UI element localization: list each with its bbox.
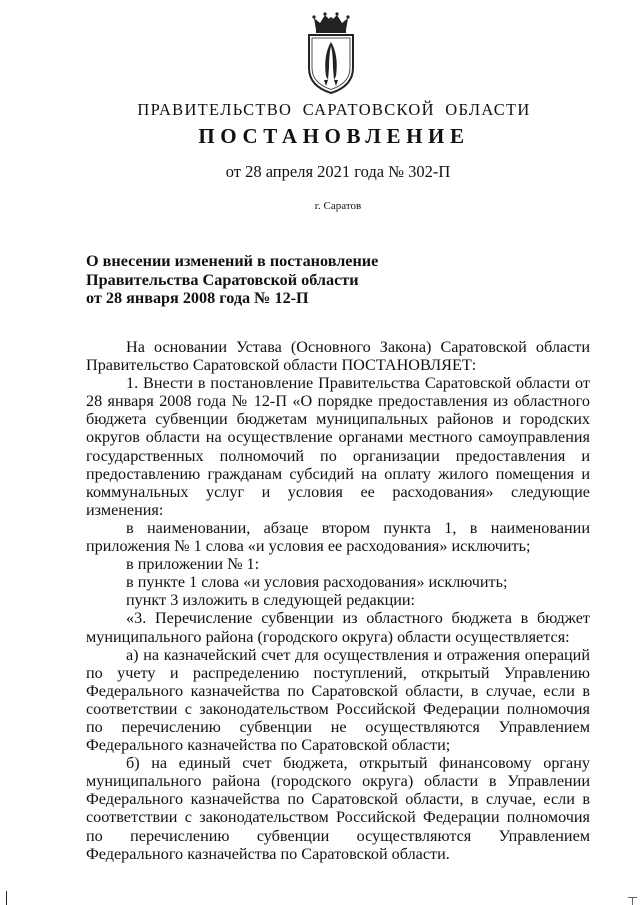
body-paragraph: «3. Перечисление субвенции из областного бюджета в бюджет муниципального района (городского округа) области осуществляется: [86, 609, 590, 646]
body-paragraph: а) на казначейский счет для осуществления и отражения операций по учету и распределению поступлений, открытый Управлению Федерального казначейства по Саратовской области, в случае, если в соответствии с законодательством Российской Федерации полномочия по перечислению субвенции не осуществляются Управлением Федерального казначейства по Саратовской области; [86, 645, 590, 755]
title-line: от 28 января 2008 года № 12-П [86, 289, 309, 307]
scan-mark [632, 898, 633, 905]
document-type: ПОСТАНОВЛЕНИЕ [198, 124, 470, 148]
coat-of-arms-icon [300, 10, 362, 96]
document-date-number: от 28 апреля 2021 года № 302-П [225, 162, 451, 181]
title-line: Правительства Саратовской области [86, 270, 359, 289]
body-paragraph: в наименовании, абзаце втором пункта 1, в наименовании приложения № 1 слова «и условия ее расходования» исключить; [86, 518, 590, 556]
body-paragraph: в приложении № 1: [126, 555, 260, 574]
body-paragraph: 1. Внести в постановление Правительства Саратовской области от 28 января 2008 года № 12-П «О порядке предоставления из областного бюджета субвенции бюджетам муниципальных районов и городских округов области на осуществление органами местного самоуправления государственных полномочий по организации предоставления и предоставлению гражданам субсидий на оплату жилого помещения и коммунальных услуг и условия ее расходования» следующие изменения: [86, 374, 590, 519]
body-paragraph: На основании Устава (Основного Закона) Саратовской области Правительство Саратовской области ПОСТАНОВЛЯЕТ: [86, 338, 590, 375]
body-paragraph: пункт 3 изложить в следующей редакции: [126, 591, 416, 610]
document-body [86, 338, 590, 863]
organization-name: ПРАВИТЕЛЬСТВО САРАТОВСКОЙ ОБЛАСТИ [137, 100, 531, 119]
body-paragraph: б) на единый счет бюджета, открытый финансовому органу муниципального района (городского округа) области в Управлении Федерального казначейства по Саратовской области, в случае, если в соответствии с законодательством Российской Федерации полномочия по перечислению субвенции осуществляются Управлением Федерального казначейства по Саратовской области. [86, 754, 590, 863]
body-paragraph: в пункте 1 слова «и условия расходования» исключить; [126, 573, 508, 592]
title-line: О внесении изменений в постановление [86, 252, 379, 270]
document-title [86, 252, 506, 308]
scan-mark [6, 891, 7, 905]
document-city: г. Саратов [314, 200, 362, 212]
